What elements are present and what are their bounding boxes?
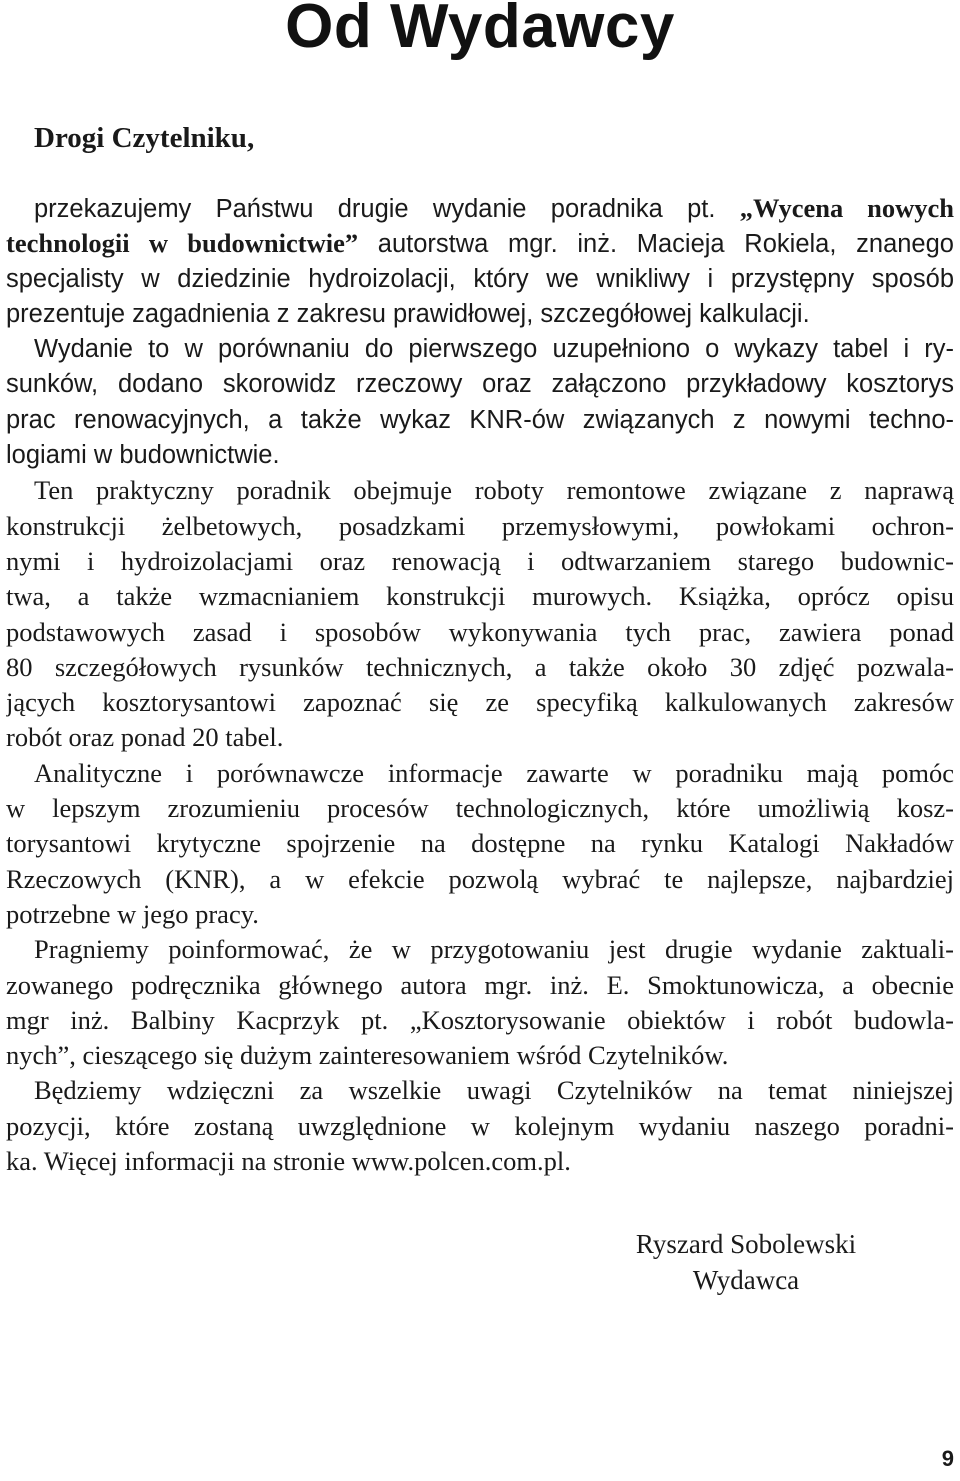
text-line: podstawowych zasad i sposobów wykonywania tych prac, zawiera ponad <box>6 616 954 647</box>
text-line: przekazujemy Państwu drugie wydanie poradnika pt. „Wycena nowych <box>34 193 954 223</box>
text-line: technologii w budownictwie” autorstwa mgr. inż. Macieja Rokiela, znanego <box>6 228 954 259</box>
text-line: nych”, cieszącego się dużym zainteresowaniem wśród Czytelników. <box>6 1040 729 1071</box>
text-line: w lepszym zrozumieniu procesów technologicznych, które umożliwią kosz- <box>6 793 954 824</box>
text-line: Ten praktyczny poradnik obejmuje roboty remontowe związane z naprawą <box>34 475 954 506</box>
text-line: prezentuje zagadnienia z zakresu prawidłowej, szczegółowej kalkulacji. <box>6 299 810 328</box>
text-line: jących kosztorysantowi zapoznać się ze specyfiką kalkulowanych zakresów <box>6 687 954 718</box>
paragraph-1 <box>6 191 954 332</box>
paragraph-4 <box>6 756 954 932</box>
text-line: pozycji, które zostaną uwzględnione w kolejnym wydaniu naszego poradni- <box>6 1110 954 1141</box>
text-line: Pragniemy poinformować, że w przygotowaniu jest drugie wydanie zaktuali- <box>34 934 954 965</box>
greeting: Drogi Czytelniku, <box>34 122 255 154</box>
text-line: specjalisty w dziedzinie hydroizolacji, który we wnikliwy i przystępny sposób <box>6 264 954 293</box>
signature-role: Wydawca <box>692 1265 800 1295</box>
letter-body <box>6 191 954 1179</box>
text-line: twa, a także wzmacnianiem konstrukcji murowych. Książka, oprócz opisu <box>6 581 954 612</box>
text-line: mgr inż. Balbiny Kacprzyk pt. „Kosztorysowanie obiektów i robót budowla- <box>6 1004 954 1035</box>
paragraph-5 <box>6 932 954 1073</box>
paragraph-2 <box>6 332 954 473</box>
text-line: nymi i hydroizolacjami oraz renowacją i odtwarzaniem starego budownic- <box>6 545 954 576</box>
text-line: sunków, dodano skorowidz rzeczowy oraz załączono przykładowy kosztorys <box>6 370 954 399</box>
text-line: robót oraz ponad 20 tabel. <box>6 722 284 753</box>
signature-name: Ryszard Sobolewski <box>635 1229 857 1259</box>
text-line: prac renowacyjnych, a także wykaz KNR-ów związanych z nowymi techno- <box>6 405 954 434</box>
text-line: Rzeczowych (KNR), a w efekcie pozwolą wybrać te najlepsze, najbardziej <box>6 863 954 894</box>
text-line: 80 szczegółowych rysunków technicznych, a także około 30 zdjęć pozwala- <box>6 651 954 682</box>
page-number: 9 <box>941 1446 954 1471</box>
text-line: konstrukcji żelbetowych, posadzkami przemysłowymi, powłokami ochron- <box>6 510 954 541</box>
page-title: Od Wydawcy <box>285 0 675 61</box>
paragraph-3 <box>6 473 954 755</box>
text-line: ka. Więcej informacji na stronie www.polcen.com.pl. <box>6 1146 571 1177</box>
text-line: Analityczne i porównawcze informacje zawarte w poradniku mają pomóc <box>34 757 954 788</box>
text-line: torysantowi krytyczne spojrzenie na dostępne na rynku Katalogi Nakładów <box>6 828 954 859</box>
text-line: zowanego podręcznika głównego autora mgr. inż. E. Smoktunowicza, a obecnie <box>6 969 954 1000</box>
paragraph-6 <box>6 1073 954 1179</box>
text-line: Wydanie to w porównaniu do pierwszego uzupełniono o wykazy tabel i ry- <box>34 335 954 364</box>
text-line: logiami w budownictwie. <box>6 441 280 470</box>
text-line: potrzebne w jego pracy. <box>6 898 259 929</box>
text-line: Będziemy wdzięczni za wszelkie uwagi Czytelników na temat niniejszej <box>34 1075 954 1106</box>
